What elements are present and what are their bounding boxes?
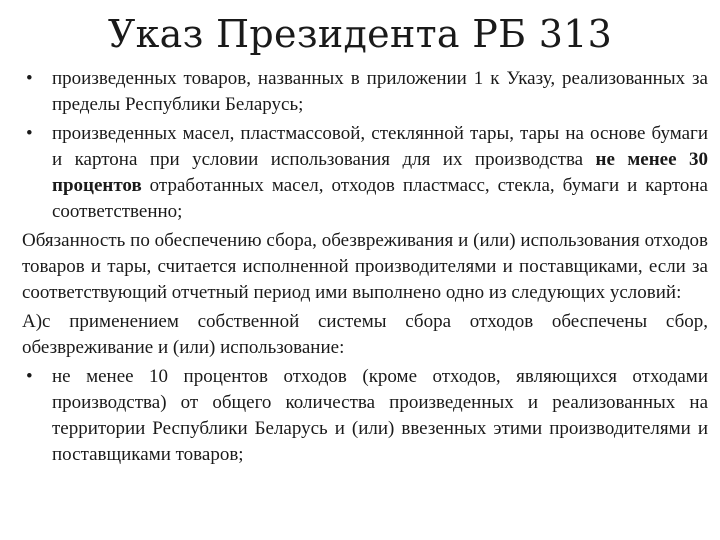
bullet-icon: •	[26, 123, 33, 144]
bullet-2-text-part2: отработанных масел, отходов пластмасс, стекла, бумаги и картона соответственно;	[52, 175, 708, 222]
paragraph-condition-a: А)с применением собственной системы сбора отходов обеспечены сбор, обезвреживание и (или) использование:	[22, 311, 708, 358]
slide-title: Указ Президента РБ 313	[107, 12, 613, 56]
bullet-item-3	[22, 364, 708, 468]
bullet-2-bold-text: не менее 30 процентов	[52, 149, 708, 196]
paragraph-obligation: Обязанность по обеспечению сбора, обезвреживания и (или) использования отходов товаров и тары, считается исполненной производителями и поставщиками, если за соответствующий отчетный период ими выполнено одно из следующих условий:	[22, 230, 708, 303]
bullet-2-text-part1: произведенных масел, пластмассовой, стеклянной тары, тары на основе бумаги и картона при условии использования для их производства	[52, 123, 708, 170]
bullet-item-1	[22, 66, 708, 118]
slide-body	[22, 66, 708, 468]
bullet-1-text: произведенных товаров, названных в приложении 1 к Указу, реализованных за пределы Республики Беларусь;	[52, 68, 708, 115]
bullet-icon: •	[26, 68, 33, 89]
bullet-3-text: не менее 10 процентов отходов (кроме отходов, являющихся отходами производства) от общего количества произведенных и реализованных на территории Республики Беларусь и (или) ввезенных этими производителями и поставщиками товаров;	[52, 366, 708, 465]
bullet-item-2	[22, 121, 708, 225]
bullet-icon: •	[26, 366, 33, 387]
